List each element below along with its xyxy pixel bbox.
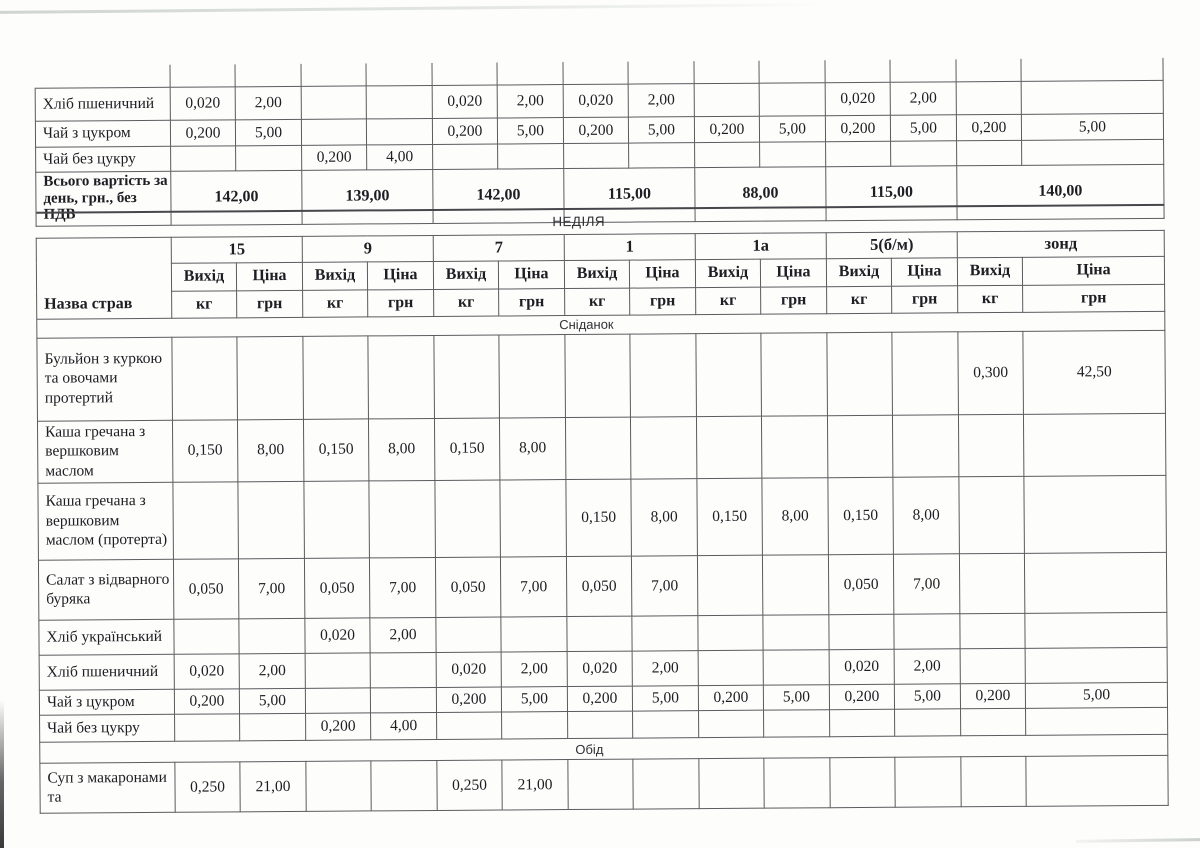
empty-cell xyxy=(236,145,302,170)
dish-name-cell: Хліб пшеничний xyxy=(35,87,170,121)
value-cell: 2,00 xyxy=(894,649,960,684)
empty-cell xyxy=(895,757,961,807)
empty-cell xyxy=(959,553,1024,613)
weight-unit-header: кг xyxy=(303,289,368,316)
price-unit-header: грн xyxy=(237,290,303,317)
empty-cell xyxy=(301,86,366,119)
value-cell: 0,200 xyxy=(302,145,367,170)
menu-row xyxy=(38,552,1167,620)
weight-header: Вихід xyxy=(826,258,891,286)
value-cell: 0,250 xyxy=(175,762,240,812)
diet-column-header: 7 xyxy=(433,234,564,261)
dish-name-cell: Чай з цукром xyxy=(39,689,174,715)
empty-cell xyxy=(632,616,698,651)
empty-cell xyxy=(960,613,1025,648)
price-header: Ціна xyxy=(367,261,433,289)
value-cell: 0,020 xyxy=(432,85,497,118)
value-cell: 0,200 xyxy=(432,118,497,144)
menu-row xyxy=(38,475,1167,560)
value-cell: 0,200 xyxy=(306,713,371,740)
value-cell: 5,00 xyxy=(1025,682,1167,708)
value-cell: 8,00 xyxy=(368,418,434,481)
dish-name-cell: Каша гречана з вершковим маслом xyxy=(37,420,172,483)
value-cell: 0,050 xyxy=(828,554,893,614)
empty-cell xyxy=(172,336,238,419)
empty-cell xyxy=(827,415,892,478)
value-cell: 8,00 xyxy=(237,419,303,482)
value-cell: 2,00 xyxy=(235,86,301,119)
weight-header: Вихід xyxy=(564,260,629,288)
value-cell: 0,050 xyxy=(304,558,369,618)
empty-cell xyxy=(699,710,764,737)
empty-cell xyxy=(1023,413,1166,476)
empty-cell xyxy=(565,334,631,417)
price-unit-header: грн xyxy=(368,289,434,316)
empty-cell xyxy=(240,713,306,740)
value-cell: 21,00 xyxy=(240,761,306,811)
empty-cell xyxy=(239,618,305,653)
dish-name-cell: Чай з цукром xyxy=(35,120,170,147)
empty-cell xyxy=(1026,707,1168,735)
cutoff-cell xyxy=(301,63,366,86)
empty-cell xyxy=(957,140,1022,165)
daily-total-label: Всього вартість за день, грн., без ПДВ xyxy=(36,171,171,225)
value-cell: 0,050 xyxy=(173,559,238,619)
value-cell: 0,050 xyxy=(435,557,500,617)
empty-cell xyxy=(829,614,894,649)
value-cell: 0,020 xyxy=(170,87,235,120)
value-cell: 2,00 xyxy=(890,82,956,115)
weight-unit-header: кг xyxy=(696,287,761,314)
empty-cell xyxy=(764,758,830,808)
empty-cell xyxy=(433,144,498,169)
value-cell: 0,200 xyxy=(956,114,1021,140)
sunday-menu-table xyxy=(36,204,1169,814)
empty-cell xyxy=(173,482,239,559)
daily-total-value: 88,00 xyxy=(695,167,826,221)
value-cell: 4,00 xyxy=(367,144,433,169)
empty-cell xyxy=(437,712,502,739)
empty-cell xyxy=(564,143,629,168)
empty-cell xyxy=(761,332,828,415)
daily-total-value: 115,00 xyxy=(826,166,957,220)
weight-unit-header: кг xyxy=(958,285,1023,312)
value-cell: 0,020 xyxy=(829,649,894,684)
empty-cell xyxy=(502,712,568,739)
empty-cell xyxy=(568,711,633,738)
price-header: Ціна xyxy=(891,257,957,285)
diet-column-header: 1 xyxy=(564,233,695,260)
empty-cell xyxy=(171,146,236,171)
value-cell: 2,00 xyxy=(370,617,436,652)
diet-column-header: 15 xyxy=(171,236,302,263)
empty-cell xyxy=(961,708,1026,735)
value-cell: 0,200 xyxy=(960,683,1025,708)
empty-cell xyxy=(434,335,500,418)
value-cell: 0,200 xyxy=(170,120,235,146)
daily-total-table xyxy=(34,58,1164,226)
empty-cell xyxy=(305,688,370,713)
value-cell: 0,250 xyxy=(437,760,502,810)
value-cell: 5,00 xyxy=(497,118,563,144)
weight-unit-header: кг xyxy=(434,289,499,316)
empty-cell xyxy=(763,615,829,650)
value-cell: 5,00 xyxy=(1021,113,1163,140)
empty-cell xyxy=(894,614,960,649)
dish-name-cell: Суп з макаронами та xyxy=(40,762,175,813)
cutoff-cell xyxy=(35,65,170,88)
menu-row xyxy=(37,330,1166,421)
weight-header: Вихід xyxy=(957,257,1022,285)
value-cell: 5,00 xyxy=(759,116,825,142)
cutoff-cell xyxy=(694,61,759,84)
empty-cell xyxy=(762,555,828,615)
value-cell: 4,00 xyxy=(371,712,437,739)
dish-name-cell: Хліб український xyxy=(39,619,174,655)
value-cell: 42,50 xyxy=(1023,330,1166,414)
lunch-section-label: Обід xyxy=(40,734,1168,763)
dish-name-cell: Хліб пшеничний xyxy=(39,654,174,690)
price-header: Ціна xyxy=(236,262,302,290)
weight-unit-header: кг xyxy=(565,288,630,315)
value-cell: 5,00 xyxy=(763,685,829,710)
value-cell: 7,00 xyxy=(893,554,959,614)
empty-cell xyxy=(1026,755,1169,806)
value-cell: 0,200 xyxy=(174,689,239,714)
empty-cell xyxy=(1022,139,1164,165)
value-cell: 0,050 xyxy=(566,556,631,616)
empty-cell xyxy=(370,652,436,687)
empty-cell xyxy=(695,142,760,167)
empty-cell xyxy=(306,761,371,811)
value-cell: 0,020 xyxy=(563,84,628,117)
value-cell: 2,00 xyxy=(497,85,563,118)
empty-cell xyxy=(1021,80,1163,114)
value-cell: 0,150 xyxy=(303,418,368,481)
value-cell: 5,00 xyxy=(501,687,567,712)
empty-cell xyxy=(368,335,435,418)
value-cell: 0,150 xyxy=(566,479,632,556)
value-cell: 5,00 xyxy=(628,117,694,143)
value-cell: 5,00 xyxy=(239,688,305,713)
value-cell: 5,00 xyxy=(235,119,301,145)
empty-cell xyxy=(960,648,1025,683)
daily-total-value: 142,00 xyxy=(171,170,302,224)
empty-cell xyxy=(827,332,893,415)
value-cell: 8,00 xyxy=(762,478,829,555)
value-cell: 8,00 xyxy=(499,417,565,480)
empty-cell xyxy=(1024,552,1167,613)
empty-cell xyxy=(958,414,1023,477)
empty-cell xyxy=(630,416,696,479)
empty-cell xyxy=(499,334,566,417)
empty-cell xyxy=(370,687,436,712)
empty-cell xyxy=(498,144,564,169)
diet-column-header: 9 xyxy=(302,235,433,262)
value-cell: 21,00 xyxy=(502,760,568,810)
breakfast-section-label: Сніданок xyxy=(37,311,1165,338)
empty-cell xyxy=(501,617,567,652)
daily-total-value: 140,00 xyxy=(957,164,1164,219)
weight-unit-header: кг xyxy=(827,286,892,313)
weight-header: Вихід xyxy=(302,261,367,289)
menu-row xyxy=(37,413,1166,483)
value-cell: 0,020 xyxy=(825,82,890,115)
value-cell: 0,200 xyxy=(563,117,628,143)
empty-cell xyxy=(959,476,1025,553)
empty-cell xyxy=(895,709,961,736)
cutoff-cell xyxy=(432,63,497,86)
empty-cell xyxy=(760,142,826,167)
daily-total-value: 139,00 xyxy=(302,169,433,223)
empty-cell xyxy=(697,555,762,615)
empty-cell xyxy=(698,615,763,650)
value-cell: 2,00 xyxy=(501,652,567,687)
empty-cell xyxy=(694,83,759,116)
value-cell: 8,00 xyxy=(631,479,698,556)
empty-cell xyxy=(500,480,567,557)
daily-total-value: 115,00 xyxy=(564,168,695,222)
empty-cell xyxy=(565,417,630,480)
value-cell: 5,00 xyxy=(890,115,956,141)
value-cell: 0,200 xyxy=(694,116,759,142)
cutoff-cell xyxy=(170,64,235,87)
cutoff-cell xyxy=(497,62,563,85)
weight-header: Вихід xyxy=(695,259,760,287)
empty-cell xyxy=(956,81,1021,114)
empty-cell xyxy=(366,85,432,118)
price-unit-header: грн xyxy=(892,285,958,312)
empty-cell xyxy=(633,759,699,809)
empty-cell xyxy=(629,143,695,168)
empty-cell xyxy=(304,481,370,558)
empty-cell xyxy=(303,335,369,418)
price-header: Ціна xyxy=(629,259,695,287)
cutoff-cell xyxy=(759,60,825,83)
cutoff-cell xyxy=(366,63,432,86)
empty-cell xyxy=(761,415,827,478)
empty-cell xyxy=(1025,612,1167,648)
empty-cell xyxy=(892,414,958,477)
dish-name-cell: Бульйон з куркою та овочами протертий xyxy=(37,337,173,421)
weight-header: Вихід xyxy=(433,261,498,289)
weight-header: Вихід xyxy=(171,262,236,290)
empty-cell xyxy=(305,653,370,688)
price-unit-header: грн xyxy=(1023,284,1165,312)
dish-name-cell: Чай без цукру xyxy=(36,146,171,172)
empty-cell xyxy=(436,617,501,652)
cutoff-cell xyxy=(890,59,956,82)
value-cell: 0,020 xyxy=(567,651,632,686)
value-cell: 8,00 xyxy=(893,477,960,554)
day-heading: НЕДІЛЯ xyxy=(36,205,1164,238)
cutoff-cell xyxy=(563,62,628,85)
value-cell: 5,00 xyxy=(632,686,698,711)
empty-cell xyxy=(435,480,501,557)
value-cell: 0,300 xyxy=(958,331,1024,414)
empty-cell xyxy=(567,616,632,651)
empty-cell xyxy=(633,711,699,738)
value-cell: 0,200 xyxy=(436,687,501,712)
name-column-header: Назва страв xyxy=(36,237,172,319)
value-cell: 0,150 xyxy=(434,418,499,481)
price-unit-header: грн xyxy=(630,287,696,314)
value-cell: 5,00 xyxy=(894,684,960,709)
empty-cell xyxy=(238,481,305,558)
value-cell: 7,00 xyxy=(369,557,435,617)
value-cell: 7,00 xyxy=(500,557,566,617)
empty-cell xyxy=(175,714,240,741)
empty-cell xyxy=(961,756,1026,806)
value-cell: 0,200 xyxy=(567,686,632,711)
value-cell: 0,200 xyxy=(698,685,763,710)
value-cell: 0,200 xyxy=(825,115,890,141)
diet-column-header: 1а xyxy=(695,232,826,259)
value-cell: 0,200 xyxy=(829,684,894,709)
empty-cell xyxy=(568,759,633,809)
value-cell: 0,020 xyxy=(305,618,370,653)
cutoff-cell xyxy=(956,59,1021,82)
empty-cell xyxy=(891,141,957,166)
dish-name-cell: Чай без цукру xyxy=(40,714,175,742)
price-header: Ціна xyxy=(1022,256,1164,285)
value-cell: 0,150 xyxy=(172,419,237,482)
empty-cell xyxy=(759,83,825,116)
value-cell: 0,020 xyxy=(174,654,239,689)
empty-cell xyxy=(366,118,432,144)
empty-cell xyxy=(696,416,761,479)
diet-column-header: зонд xyxy=(957,230,1164,257)
empty-cell xyxy=(698,650,763,685)
cutoff-cell xyxy=(628,61,694,84)
empty-cell xyxy=(237,336,304,419)
diet-column-header: 5(б/м) xyxy=(826,231,957,258)
empty-cell xyxy=(699,758,764,808)
dish-name-cell: Салат з відварного буряка xyxy=(38,559,173,620)
empty-cell xyxy=(830,709,895,736)
empty-cell xyxy=(369,480,436,557)
daily-total-value: 142,00 xyxy=(433,169,564,223)
value-cell: 0,150 xyxy=(828,477,894,554)
value-cell: 2,00 xyxy=(628,84,694,117)
empty-cell xyxy=(763,650,829,685)
cutoff-cell xyxy=(235,64,301,87)
empty-cell xyxy=(1025,647,1167,683)
empty-cell xyxy=(174,619,239,654)
dish-name-cell: Каша гречана з вершковим маслом (протерта) xyxy=(38,482,174,560)
cutoff-cell xyxy=(1021,58,1163,81)
empty-cell xyxy=(630,333,697,416)
empty-cell xyxy=(830,757,895,807)
value-cell: 7,00 xyxy=(238,558,304,618)
price-unit-header: грн xyxy=(499,288,565,315)
empty-cell xyxy=(301,119,366,145)
price-header: Ціна xyxy=(498,260,564,288)
empty-cell xyxy=(371,760,437,810)
weight-unit-header: кг xyxy=(172,290,237,317)
empty-cell xyxy=(696,333,762,416)
empty-cell xyxy=(892,331,959,414)
value-cell: 2,00 xyxy=(632,651,698,686)
value-cell: 0,150 xyxy=(697,478,763,555)
price-header: Ціна xyxy=(760,258,826,286)
menu-row xyxy=(40,755,1168,813)
cutoff-cell xyxy=(825,60,890,83)
value-cell: 7,00 xyxy=(631,556,697,616)
value-cell: 0,020 xyxy=(436,652,501,687)
empty-cell xyxy=(1024,475,1167,553)
empty-cell xyxy=(826,141,891,166)
empty-cell xyxy=(764,710,830,737)
value-cell: 2,00 xyxy=(239,653,305,688)
price-unit-header: грн xyxy=(761,286,827,313)
